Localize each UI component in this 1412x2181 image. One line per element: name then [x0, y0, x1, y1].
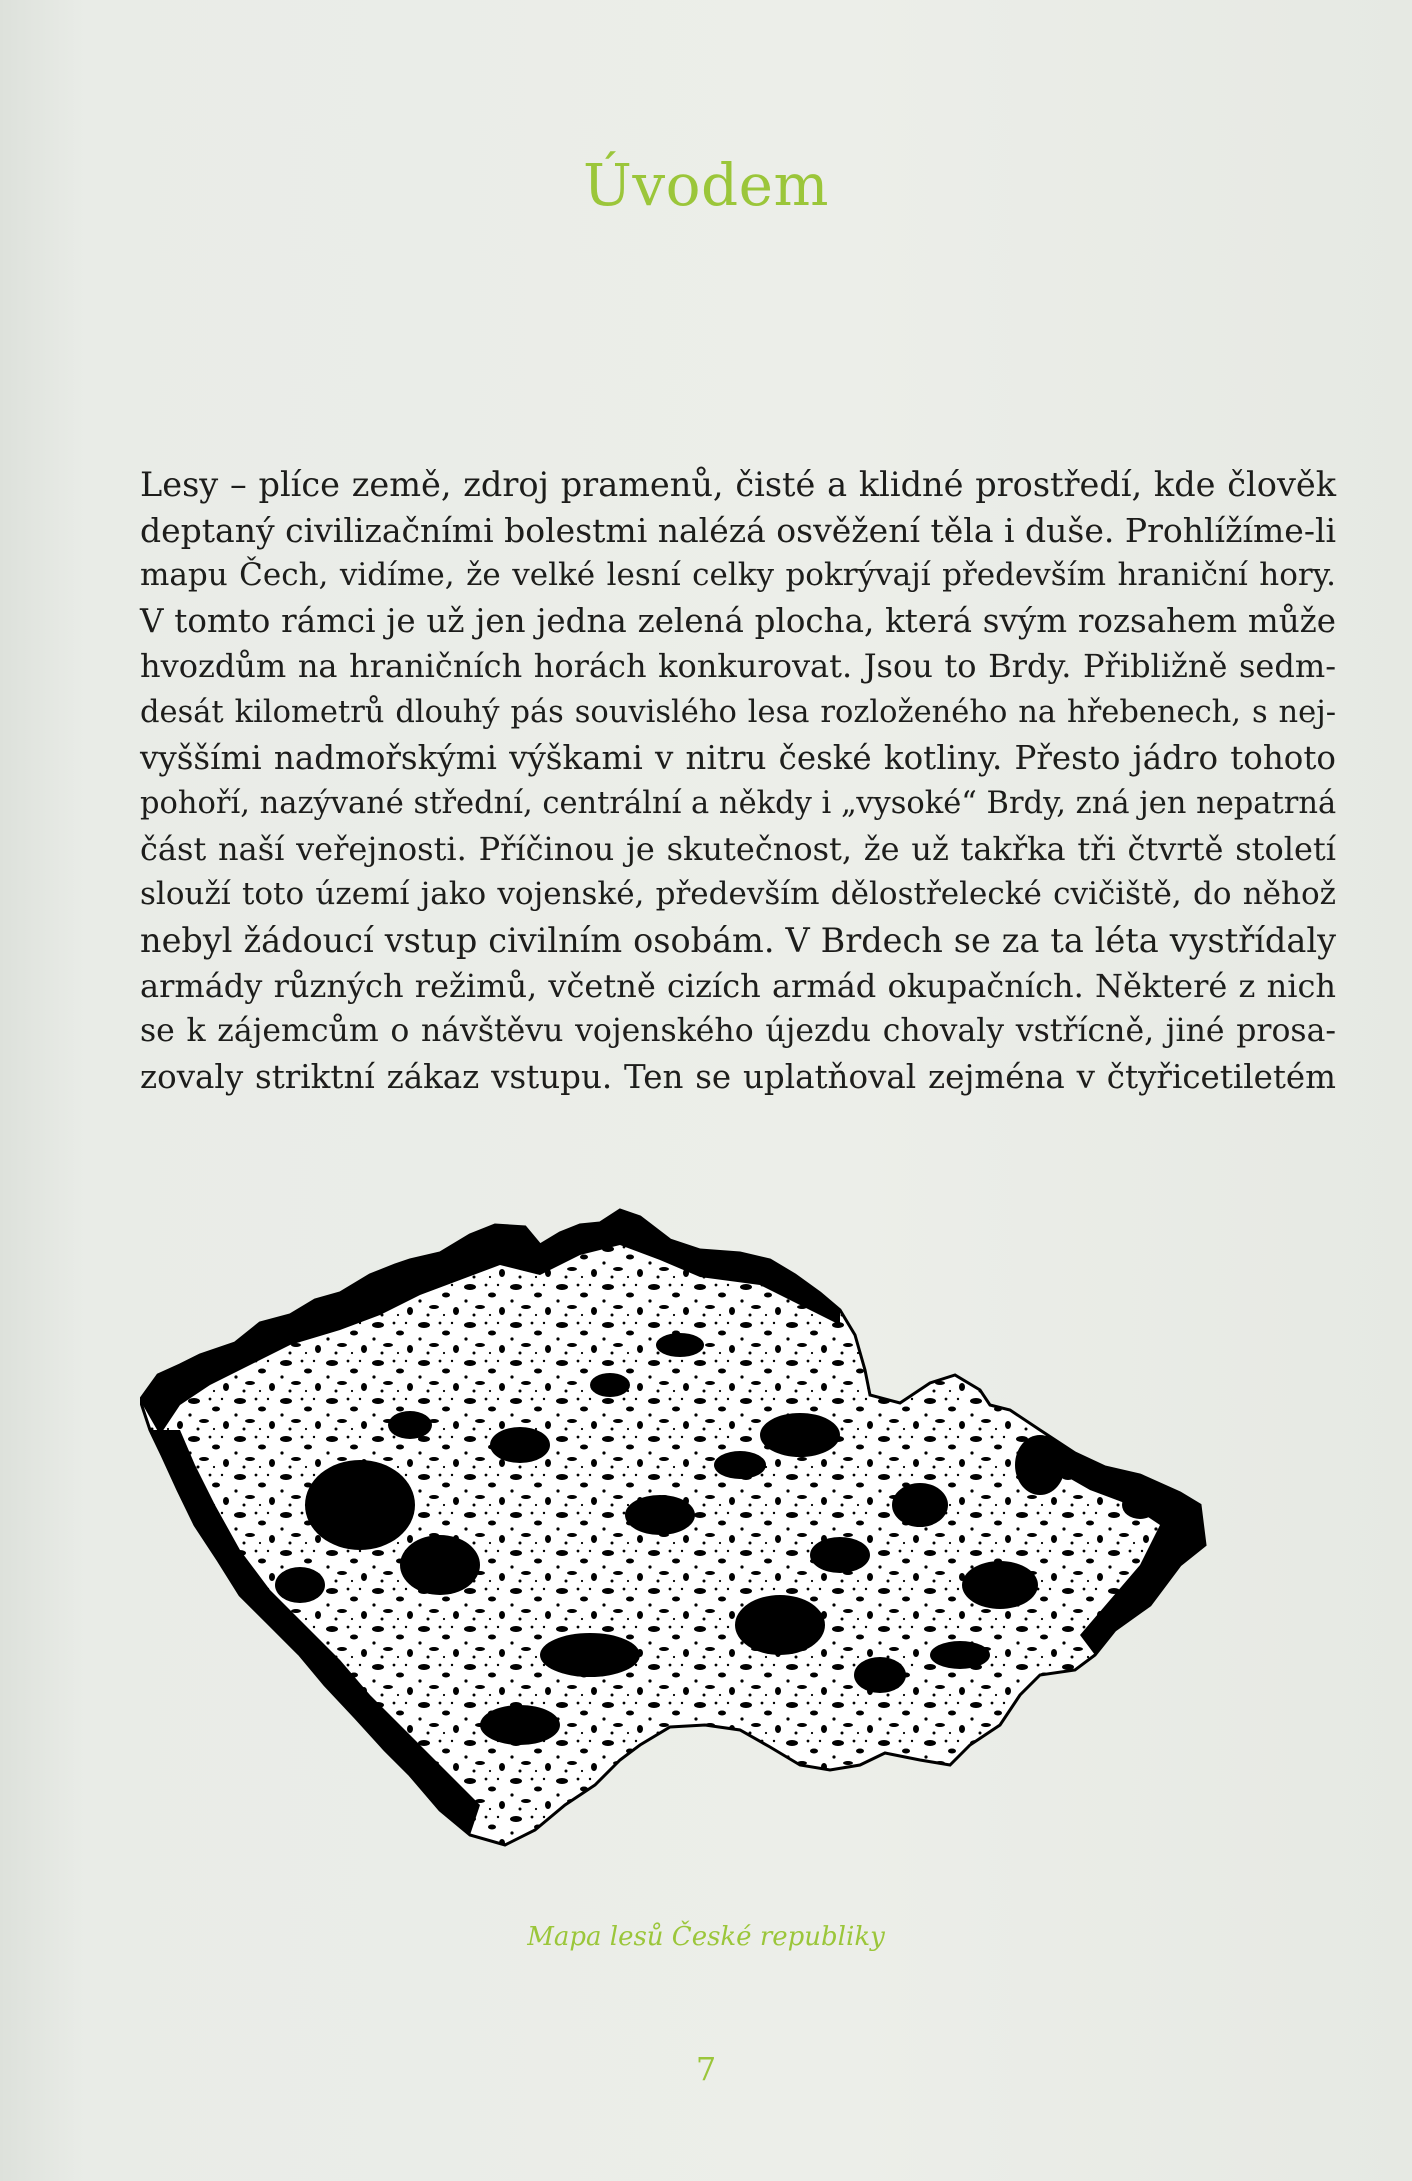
body-text [140, 462, 1336, 1100]
text-line: slouží toto území jako vojenské, především dělostřelecké cvičiště, do něhož [140, 876, 1336, 913]
text-line: mapu Čech, vidíme, že velké lesní celky pokrývají především hraniční hory. [140, 557, 1336, 594]
chapter-title: Úvodem [582, 150, 830, 219]
text-line: část naší veřejnosti. Příčinou je skutečnost, že už takřka tři čtvrtě století [140, 829, 1336, 868]
text-line: desát kilometrů dlouhý pás souvislého lesa rozloženého na hřebenech, s nej- [140, 694, 1336, 730]
text-line: armády různých režimů, včetně cizích armád okupačních. Některé z nich [140, 966, 1336, 1005]
text-line: nebyl žádoucí vstup civilním osobám. V Brdech se za ta léta vystřídaly [140, 920, 1336, 960]
map-svg [140, 1205, 1340, 1865]
figure-caption: Mapa lesů České republiky [527, 1922, 885, 1952]
text-line: hvozdům na hraničních horách konkurovat. Jsou to Brdy. Přibližně sedm- [140, 647, 1336, 686]
text-line: V tomto rámci je už jen jedna zelená plocha, která svým rozsahem může [140, 601, 1336, 640]
text-line: zovaly striktní zákaz vstupu. Ten se uplatňoval zejména v čtyřicetiletém [140, 1057, 1336, 1096]
text-line: vyššími nadmořskými výškami v nitru české kotliny. Přesto jádro tohoto [140, 738, 1336, 777]
text-line: deptaný civilizačními bolestmi nalézá osvěžení těla i duše. Prohlížíme-li [140, 510, 1337, 550]
page-number: 7 [695, 2050, 717, 2088]
text-line: pohoří, nazývané střední, centrální a někdy i „vysoké“ Brdy, zná jen nepatrná [140, 786, 1337, 822]
czech-forest-map-icon [140, 1205, 1340, 1865]
text-line: se k zájemcům o návštěvu vojenského újezdu chovaly vstřícně, jiné prosa- [140, 1013, 1336, 1050]
text-line: Lesy – plíce země, zdroj pramenů, čisté a klidné prostředí, kde člověk [140, 465, 1336, 504]
